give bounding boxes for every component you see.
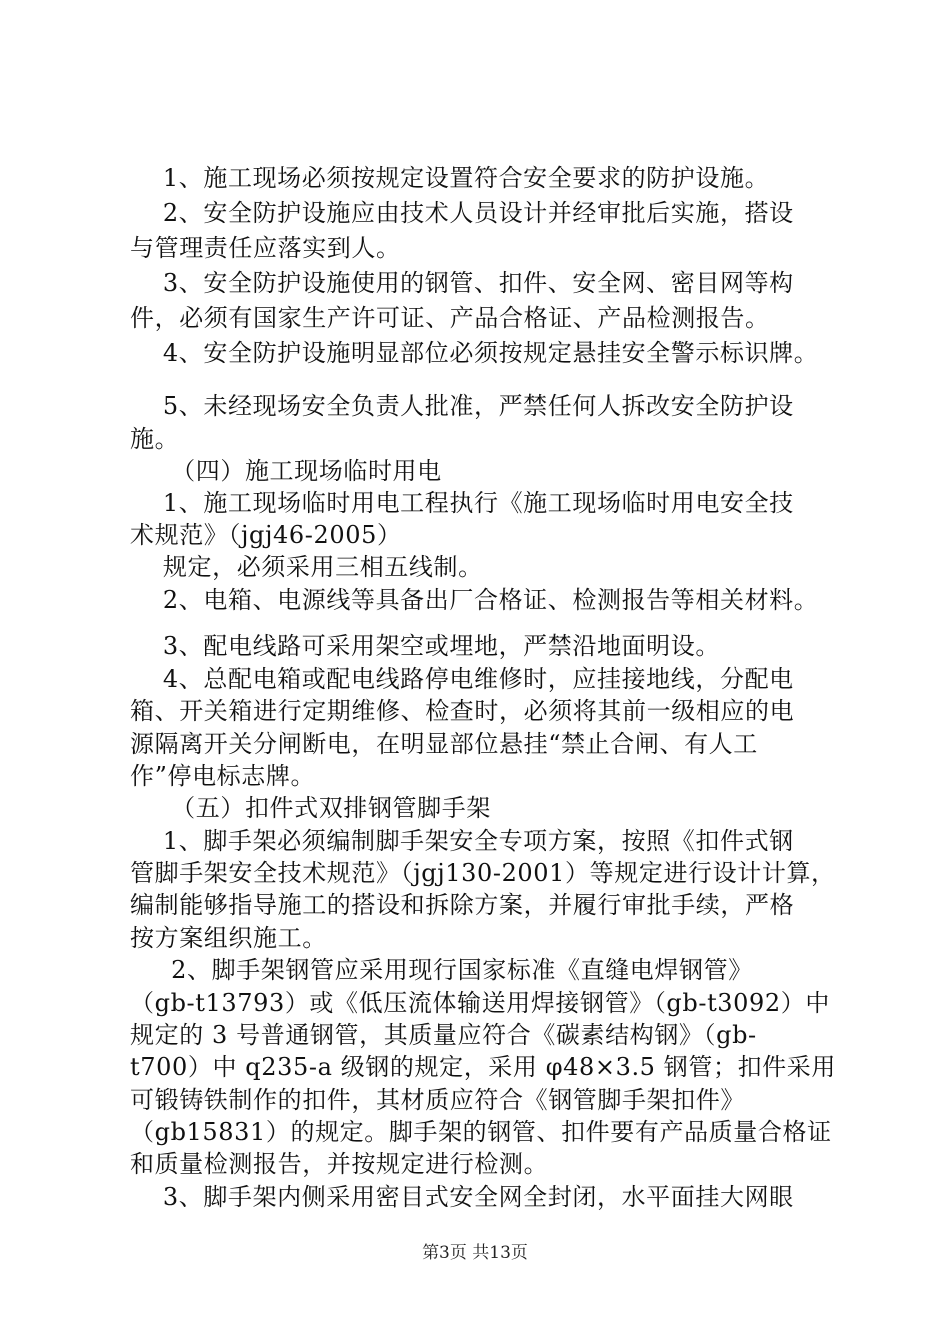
text-line: 5、未经现场安全负责人批准，严禁任何人拆改安全防护设	[130, 392, 794, 420]
text-line: 与管理责任应落实到人。	[130, 234, 401, 262]
text-line: 施。	[130, 425, 180, 453]
text-line: 4、安全防护设施明显部位必须按规定悬挂安全警示标识牌。	[130, 339, 819, 367]
text-line: 2、脚手架钢管应采用现行国家标准《直缝电焊钢管》	[130, 956, 753, 984]
text-line: 2、电箱、电源线等具备出厂合格证、检测报告等相关材料。	[130, 586, 819, 614]
text-line: 件，必须有国家生产许可证、产品合格证、产品检测报告。	[130, 304, 770, 332]
text-line: 3、脚手架内侧采用密目式安全网全封闭，水平面挂大网眼	[130, 1183, 794, 1211]
text-line: （gb15831）的规定。脚手架的钢管、扣件要有产品质量合格证	[130, 1118, 832, 1146]
text-line: （四）施工现场临时用电	[130, 457, 442, 485]
text-line: 规定的 3 号普通钢管，其质量应符合《碳素结构钢》（gb-	[130, 1021, 757, 1049]
text-line: 3、安全防护设施使用的钢管、扣件、安全网、密目网等构	[130, 269, 794, 297]
text-line: 1、脚手架必须编制脚手架安全专项方案，按照《扣件式钢	[130, 827, 794, 855]
text-line: 和质量检测报告，并按规定进行检测。	[130, 1150, 549, 1178]
text-line: 按方案组织施工。	[130, 924, 327, 952]
text-line: 术规范》（jgj46-2005）	[130, 521, 402, 549]
text-line: 4、总配电箱或配电线路停电维修时，应挂接地线，分配电	[130, 665, 794, 693]
text-line: 管脚手架安全技术规范》（jgj130-2001）等规定进行设计计算，	[130, 859, 836, 887]
text-line: 作”停电标志牌。	[130, 762, 316, 790]
text-line: 编制能够指导施工的搭设和拆除方案，并履行审批手续，严格	[130, 891, 795, 919]
text-line: 规定，必须采用三相五线制。	[130, 553, 483, 581]
text-line: 可锻铸铁制作的扣件，其材质应符合《钢管脚手架扣件》	[130, 1086, 745, 1114]
text-line: 3、配电线路可采用架空或埋地，严禁沿地面明设。	[130, 632, 720, 660]
text-line: 箱、开关箱进行定期维修、检查时，必须将其前一级相应的电	[130, 697, 795, 725]
text-line: 1、施工现场必须按规定设置符合安全要求的防护设施。	[130, 164, 770, 192]
text-line: （gb-t13793）或《低压流体输送用焊接钢管》（gb-t3092）中	[130, 989, 830, 1017]
page-footer: 第3页 共13页	[422, 1243, 528, 1263]
text-line: 源隔离开关分闸断电，在明显部位悬挂“禁止合闸、有人工	[130, 730, 758, 758]
text-line: 1、施工现场临时用电工程执行《施工现场临时用电安全技	[130, 489, 794, 517]
text-line: t700）中 q235-a 级钢的规定，采用 φ48×3.5 钢管；扣件采用	[130, 1053, 836, 1081]
text-line: 2、安全防护设施应由技术人员设计并经审批后实施，搭设	[130, 199, 794, 227]
text-line: （五）扣件式双排钢管脚手架	[130, 794, 491, 822]
